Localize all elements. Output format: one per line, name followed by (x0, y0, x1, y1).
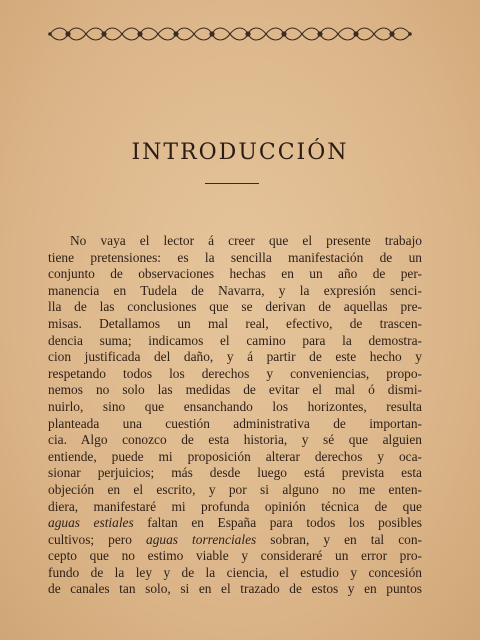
italic-phrase: aguas torrenciales (146, 531, 257, 547)
text-line: cia. Algo conozco de esta historia, y sé que alguien (48, 432, 422, 448)
text-line: planteada una cuestión administrativa de importan- (48, 415, 422, 431)
italic-phrase: aguas estiales (48, 515, 134, 531)
text-line: lla de las conclusiones que se derivan de aquellas pre- (48, 299, 422, 315)
text-line: de canales tan solo, si en el trazado de estos y en puntos (48, 581, 422, 597)
text-line: cepto que no estimo viable y consideraré un error pro- (48, 548, 422, 564)
text-line: dencia suma; indicamos el camino para la demostra- (48, 332, 422, 348)
title-underline (205, 183, 259, 184)
text-line: cion justificada del daño, y á partir de este hecho y (48, 349, 422, 365)
text-segment: cultivos; pero (48, 531, 146, 547)
text-line: entiende, puede mi proposición alterar derechos y oca- (48, 448, 422, 464)
text-line (48, 515, 422, 532)
text-line: respetando todos los derechos y conveniencias, propo- (48, 365, 422, 381)
text-line: conjunto de observaciones hechas en un año de per- (48, 266, 422, 282)
text-line: objeción en el escrito, y por si alguno no me enten- (48, 481, 422, 497)
text-line: diera, manifestaré mi profunda opinión técnica de que (48, 498, 422, 514)
text-line: nemos no solo las medidas de evitar el mal ó dismi- (48, 382, 422, 398)
text-line: manencia en Tudela de Navarra, y la expresión senci- (48, 282, 422, 298)
text-line: misas. Detallamos un mal real, efectivo, de trascen- (48, 315, 422, 331)
text-line (48, 532, 422, 549)
text-segment: faltan en España para todos los posibles (133, 515, 422, 531)
text-line: tiene pretensiones: es la sencilla manifestación de un (48, 249, 422, 265)
chapter-title: INTRODUCCIÓN (131, 140, 349, 165)
text-line: nuirlo, sino que ensanchando los horizontes, resulta (48, 398, 422, 414)
text-line: fundo de la ley y de la ciencia, el estudio y concesión (48, 564, 422, 580)
decorative-border-ornament (46, 22, 418, 46)
text-line: No vaya el lector á creer que el presente trabajo (70, 233, 422, 248)
text-line: sionar perjuicios; más desde luego está prevista esta (48, 465, 422, 481)
text-segment: sobran, y en tal con- (256, 531, 422, 547)
body-text (48, 233, 422, 598)
